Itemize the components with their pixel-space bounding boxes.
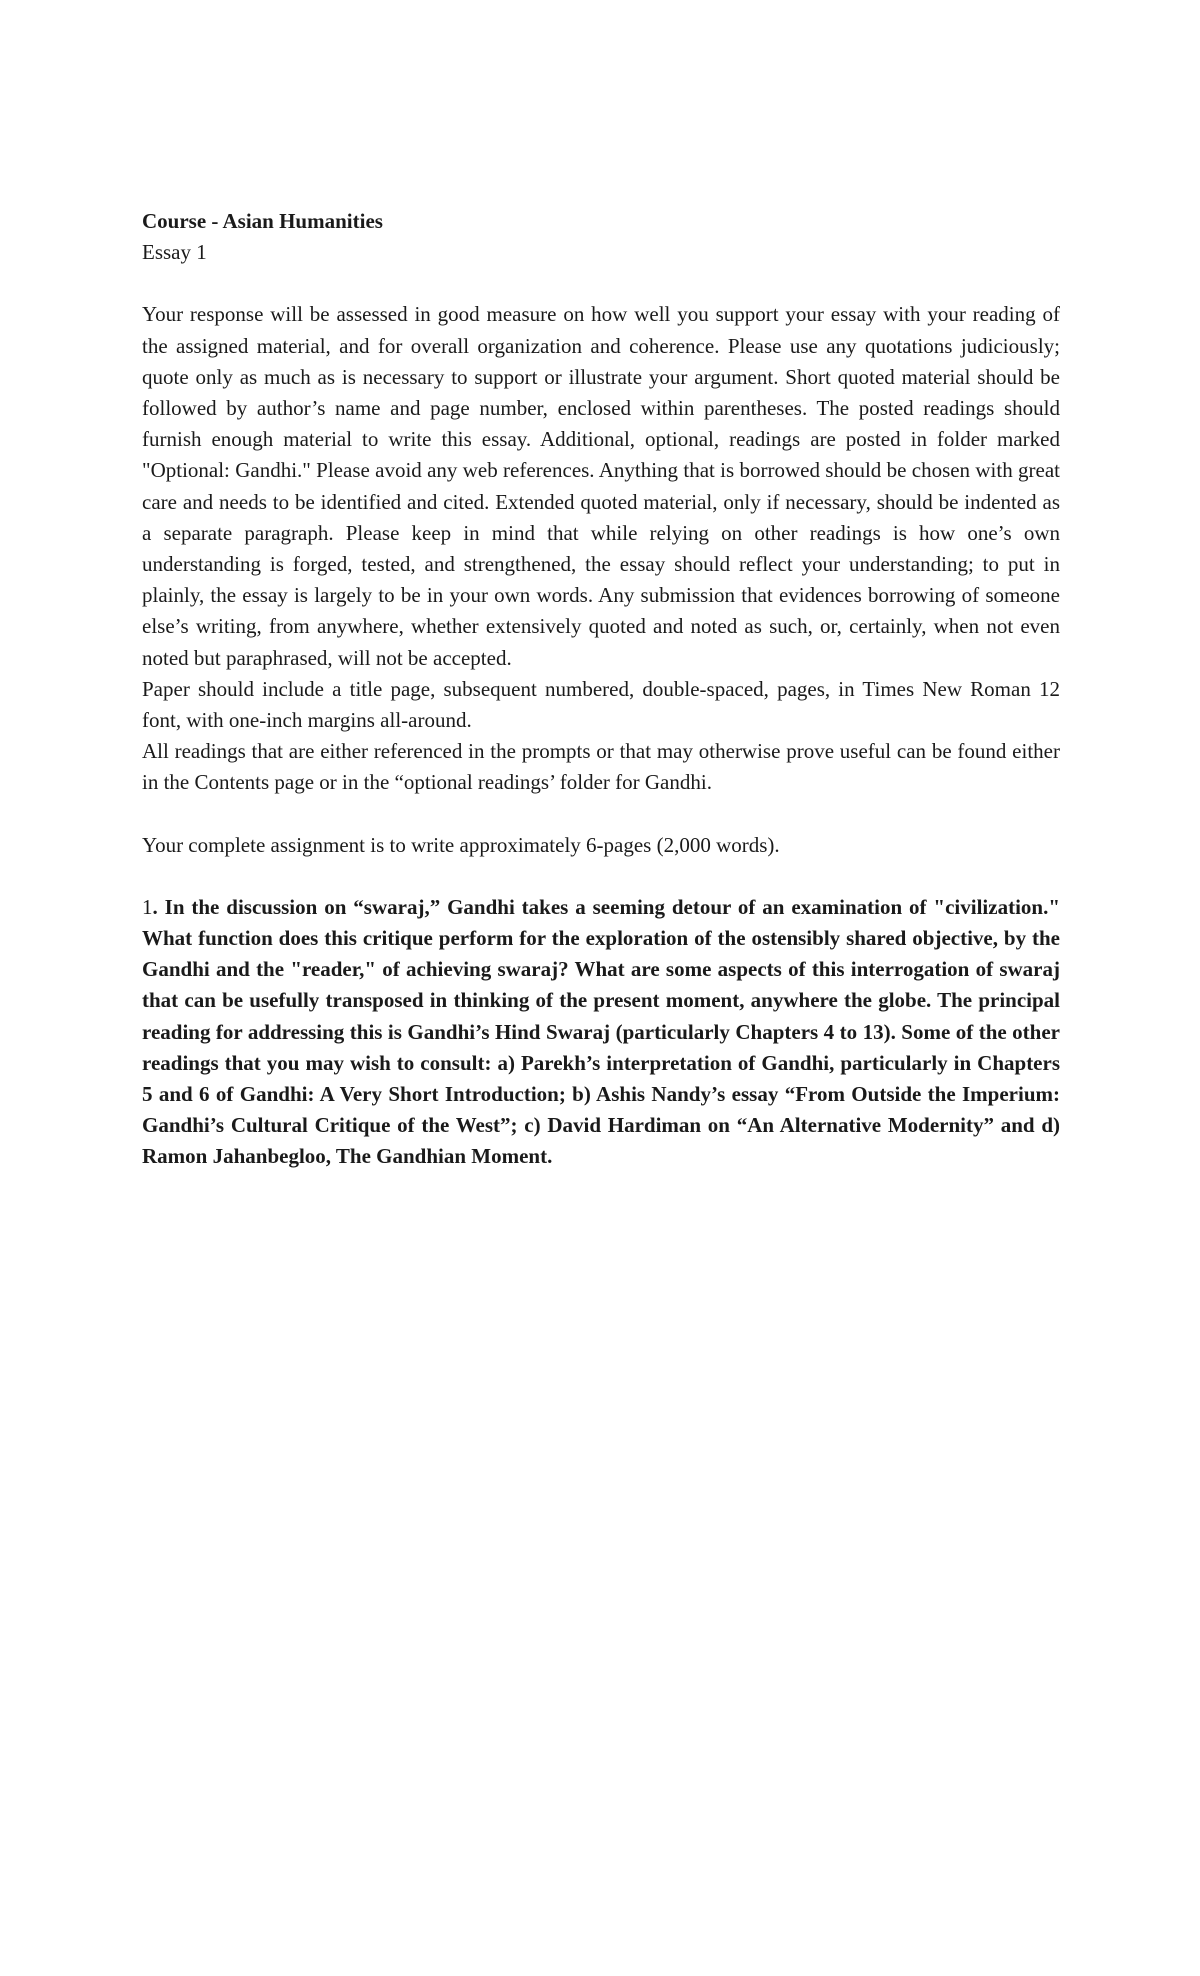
spacer (142, 799, 1060, 830)
prompt-text: . In the discussion on “swaraj,” Gandhi takes a seeming detour of an examination of "civilization." What function does this critique perform for the exploration of the ostensibly shared objective, by the Gandhi and the "reader," of achieving swaraj? What are some aspects of this interrogation of swaraj that can be usefully transposed in thinking of the present moment, anywhere the globe. The principal reading for addressing this is Gandhi’s Hind Swaraj (particularly Chapters 4 to 13). Some of the other readings that you may wish to consult: a) Parekh’s interpretation of Gandhi, particularly in Chapters 5 and 6 of Gandhi: A Very Short Introduction; b) Ashis Nandy’s essay “From Outside the Imperium: Gandhi’s Cultural Critique of the West”; c) David Hardiman on “An Alternative Modernity” and d) Ramon Jahanbegloo, The Gandhian Moment. (142, 894, 1060, 1169)
length-note: Your complete assignment is to write approximately 6-pages (2,000 words). (142, 832, 780, 857)
essay-label: Essay 1 (142, 240, 207, 265)
format-note: Paper should include a title page, subsequent numbered, double-spaced, pages, in Times New Roman 12 font, with one-inch margins all-around. (142, 676, 1060, 733)
document-page (142, 206, 1060, 1173)
prompt-number: 1 (142, 894, 153, 919)
essay-prompt (142, 892, 1060, 1173)
course-title: Course - Asian Humanities (142, 209, 383, 233)
instructions-paragraph: Your response will be assessed in good measure on how well you support your essay with your reading of the assigned material, and for overall organization and coherence. Please use any quotations judiciously; quote only as much as is necessary to support or illustrate your argument. Short quoted material should be followed by author’s name and page number, enclosed within parentheses. The posted readings should furnish enough material to write this essay. Additional, optional, readings are posted in folder marked "Optional: Gandhi." Please avoid any web references. Anything that is borrowed should be chosen with great care and needs to be identified and cited. Extended quoted material, only if necessary, should be indented as a separate paragraph. Please keep in mind that while relying on other readings is how one’s own understanding is forged, tested, and strengthened, the essay should reflect your understanding; to put in plainly, the essay is largely to be in your own words. Any submission that evidences borrowing of someone else’s writing, from anywhere, whether extensively quoted and noted as such, or, certainly, when not even noted but paraphrased, will not be accepted. (142, 302, 1060, 670)
spacer (142, 861, 1060, 892)
readings-note: All readings that are either referenced in the prompts or that may otherwise prove useful can be found either in the Contents page or in the “optional readings’ folder for Gandhi. (142, 739, 1060, 795)
